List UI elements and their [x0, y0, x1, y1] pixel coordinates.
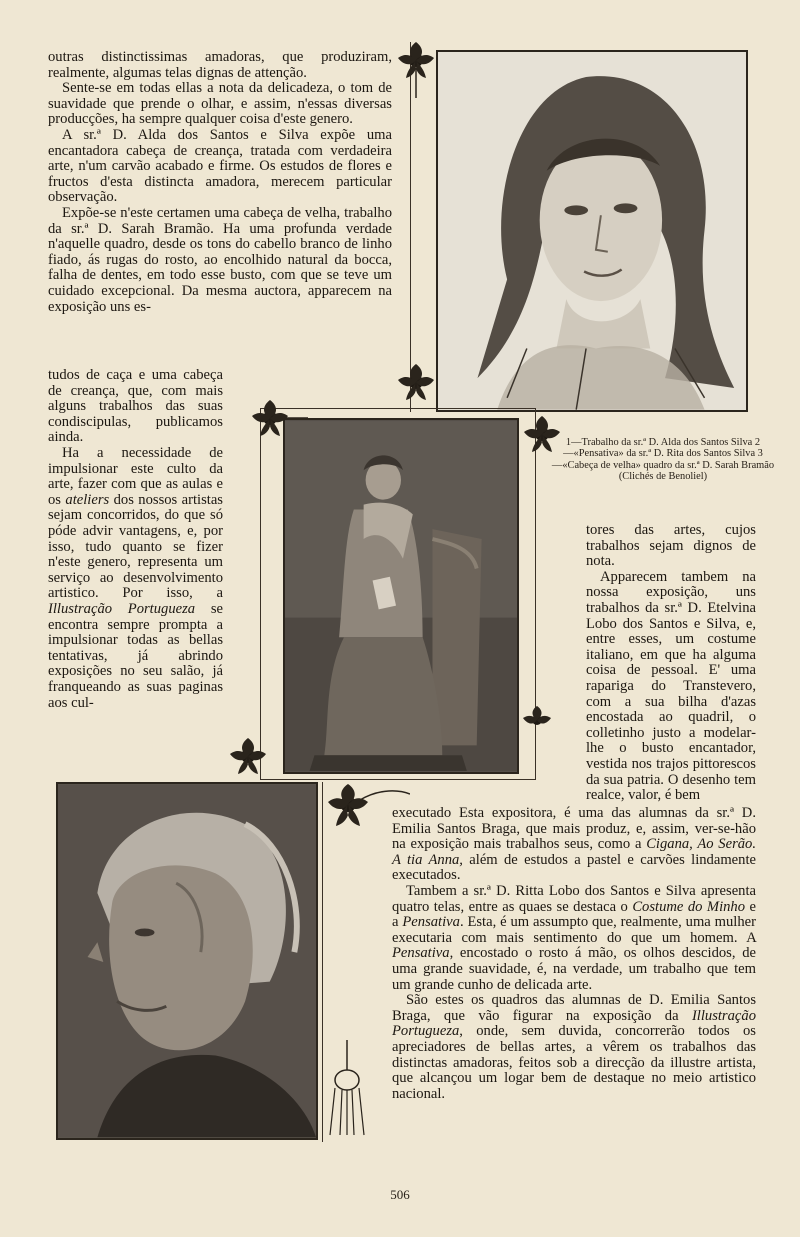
- flower-ornament-icon: [520, 700, 554, 740]
- figure-caption: 1—Trabalho da sr.ª D. Alda dos Santos Silva 2—«Pensativa» da sr.ª D. Rita dos Santos Silva 3—«Cabeça de velha» quadro da sr.ª D. Sarah Bramão (Clichés de Benoliel): [551, 437, 775, 483]
- old-woman-painting: [56, 782, 318, 1140]
- pensativa-image: [285, 420, 517, 772]
- page-number: 506: [390, 1187, 410, 1202]
- girl-portrait-image: [438, 52, 746, 410]
- flower-ornament-icon: [394, 38, 438, 98]
- text-block-estudos: [48, 368, 223, 446]
- girl-portrait-drawing: [436, 50, 748, 412]
- flower-ornament-icon: [248, 396, 308, 446]
- flower-ornament-icon: [520, 412, 566, 462]
- paragraph: São estes os quadros das alumnas de D. Emilia Santos Braga, que vão figurar na exposição da Illustração Portugueza, onde, sem duvida, concorrerão todos os apreciadores de bellas artes, a vêrem os trabalhos das distinctas amadoras, feitos sob a direcção da illustre artista, que alcançou um logar bem de destaque no meio artistico nacional.: [392, 992, 756, 1102]
- paragraph: Ha a necessidade de impulsionar este culto da arte, fazer com que as aulas e os ateliers dos nossos artistas sejam concorridos, do que só póde advir vantagens, e, por isso, tudo quanto se fizer n'este genero, representa um serviço ao desenvolvimento artistico. Por isso, a Illustração Portugueza se encontra sempre prompta a impulsionar todas as bellas tentativas, já abrindo exposições no seu salão, já franqueando as suas paginas aos cul-: [48, 445, 223, 711]
- paragraph: outras distinctissimas amadoras, que produziram, realmente, algumas telas dignas de attenção.: [48, 49, 392, 81]
- pensativa-painting: [283, 418, 519, 774]
- paragraph: executado Esta expositora, é uma das alumnas da sr.ª D. Emilia Santos Braga, que mais produz, e, assim, ver-se-hão na exposição mais trabalhos seus, como a Cigana, Ao Serão. A tia Anna, além de estudos a pastel e carvões lindamente executados.: [392, 805, 756, 884]
- text-block-culto: [48, 446, 223, 711]
- flower-ornament-icon: [320, 778, 410, 838]
- paragraph: A sr.ª D. Alda dos Santos e Silva expõe uma encantadora cabeça de creança, tratada com verdadeira arte, n'um carvão acabado e firme. Os estudos de flores e fructos d'esta distincta amadora, merecem particular observação.: [48, 126, 392, 206]
- paragraph: Tambem a sr.ª D. Ritta Lobo dos Santos e Silva apresenta quatro telas, entre as quaes se destaca o Costume do Minho e a Pensativa. Esta, é um assumpto que, realmente, uma mulher executaria com mais sentimento do que um homem. A Pensativa, encostado o rosto á mão, os olhos descidos, de uma grande suavidade, é, na verdade, um trabalho que tem um grande cunho de delicada arte.: [392, 882, 756, 993]
- text-block-intro: [48, 50, 392, 315]
- text-block-emilia: [392, 806, 756, 1102]
- text-block-etelvina: [586, 523, 756, 804]
- paragraph: Sente-se em todas ellas a nota da delicadeza, o tom de suavidade que prende o olhar, e assim, n'essas diversas producções, ha sempre qualquer coisa d'este genero.: [48, 80, 392, 128]
- tassel-ornament-icon: [322, 1040, 372, 1140]
- paragraph: tudos de caça e uma cabeça de creança, que, com mais alguns trabalhos das suas condiscipulas, publicamos ainda.: [48, 367, 223, 446]
- paragraph: Apparecem tambem na nossa exposição, uns trabalhos da sr.ª D. Etelvina Lobo dos Santos e Silva, e, entre esses, um costume italiano, em que ha alguma coisa de pessoal. E' uma rapariga do Transtevero, com a sua bilha d'azas encostada ao quadril, o colletinho justo a modelar-lhe o busto encantador, vestida nos trajos pittorescos da sua patria. O desenho tem realce, valor, é bem: [586, 568, 756, 804]
- paragraph: tores das artes, cujos trabalhos sejam dignos de nota.: [586, 522, 756, 570]
- flower-ornament-icon: [394, 352, 438, 412]
- paragraph: Expõe-se n'este certamen uma cabeça de velha, trabalho da sr.ª D. Sarah Bramão. Ha uma profunda verdade n'aquelle quadro, desde os tons do cabello branco de linho fiado, ás rugas do rosto, ao encolhido natural da bocca, falha de dentes, em todo esse busto, com que se teve um cuidado excepcional. Da mesma auctora, apparecem na exposição uns es-: [48, 204, 392, 315]
- old-woman-image: [58, 784, 316, 1138]
- flower-ornament-icon: [222, 730, 272, 780]
